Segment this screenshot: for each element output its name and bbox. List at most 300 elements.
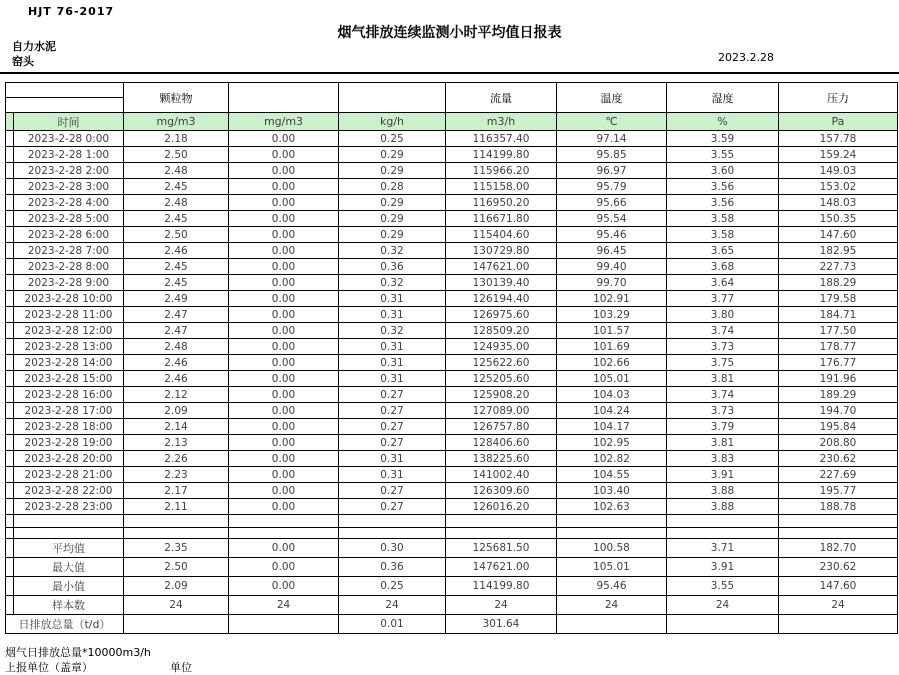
- value-cell: 130139.40: [446, 275, 557, 291]
- value-cell: 153.02: [779, 179, 898, 195]
- value-cell: 104.24: [557, 403, 667, 419]
- column-group-header: 流量: [446, 83, 557, 113]
- value-cell: 230.62: [779, 451, 898, 467]
- value-cell: 115158.00: [446, 179, 557, 195]
- corner-cell-top: [6, 83, 124, 98]
- value-cell: 0.00: [229, 355, 339, 371]
- time-cell: 2023-2-28 10:00: [14, 291, 124, 307]
- blank-cell: [557, 528, 667, 539]
- column-group-header: 温度: [557, 83, 667, 113]
- value-cell: 114199.80: [446, 147, 557, 163]
- value-cell: 0.31: [339, 307, 446, 323]
- value-cell: 0.31: [339, 451, 446, 467]
- value-cell: 178.77: [779, 339, 898, 355]
- value-cell: 2.26: [124, 451, 229, 467]
- value-cell: 3.91: [667, 467, 779, 483]
- blank-cell: [446, 515, 557, 528]
- unit-header: mg/m3: [124, 113, 229, 131]
- value-cell: 95.46: [557, 227, 667, 243]
- value-cell: 0.00: [229, 339, 339, 355]
- summary-row: [6, 558, 898, 577]
- blank-cell: [124, 515, 229, 528]
- value-cell: 0.00: [229, 163, 339, 179]
- table-row: [6, 403, 898, 419]
- value-cell: 2.48: [124, 163, 229, 179]
- value-cell: 126194.40: [446, 291, 557, 307]
- value-cell: 159.24: [779, 147, 898, 163]
- value-cell: 0.00: [229, 211, 339, 227]
- value-cell: 0.31: [339, 291, 446, 307]
- summary-value-cell: 0.00: [229, 558, 339, 577]
- page-title: 烟气排放连续监测小时平均值日报表: [337, 25, 562, 41]
- left-gutter-cell: [6, 339, 14, 355]
- left-gutter-cell: [6, 163, 14, 179]
- value-cell: 0.00: [229, 179, 339, 195]
- value-cell: 102.66: [557, 355, 667, 371]
- summary-value-cell: 24: [779, 596, 898, 615]
- left-gutter-cell: [6, 371, 14, 387]
- summary-value-cell: 24: [557, 596, 667, 615]
- left-gutter-cell: [6, 355, 14, 371]
- left-gutter-cell: [6, 387, 14, 403]
- time-cell: 2023-2-28 16:00: [14, 387, 124, 403]
- summary-value-cell: 24: [446, 596, 557, 615]
- value-cell: 0.36: [339, 259, 446, 275]
- value-cell: 0.32: [339, 243, 446, 259]
- summary-value-cell: 301.64: [446, 615, 557, 634]
- summary-row: [6, 596, 898, 615]
- value-cell: 0.00: [229, 291, 339, 307]
- value-cell: 96.97: [557, 163, 667, 179]
- left-gutter-cell: [6, 403, 14, 419]
- value-cell: 177.50: [779, 323, 898, 339]
- left-gutter-cell: [6, 451, 14, 467]
- value-cell: 227.73: [779, 259, 898, 275]
- value-cell: 2.46: [124, 371, 229, 387]
- value-cell: 182.95: [779, 243, 898, 259]
- reporting-unit-label: 上报单位（盖章）: [5, 661, 93, 674]
- blank-cell: [14, 515, 124, 528]
- value-cell: 0.27: [339, 483, 446, 499]
- value-cell: 3.55: [667, 147, 779, 163]
- summary-value-cell: 95.46: [557, 577, 667, 596]
- blank-row: [6, 528, 898, 539]
- blank-cell: [779, 515, 898, 528]
- time-cell: 2023-2-28 5:00: [14, 211, 124, 227]
- value-cell: 150.35: [779, 211, 898, 227]
- value-cell: 0.29: [339, 227, 446, 243]
- value-cell: 130729.80: [446, 243, 557, 259]
- value-cell: 3.64: [667, 275, 779, 291]
- time-cell: 2023-2-28 21:00: [14, 467, 124, 483]
- table-row: [6, 211, 898, 227]
- value-cell: 3.79: [667, 419, 779, 435]
- column-group-header: [229, 83, 339, 113]
- value-cell: 0.00: [229, 387, 339, 403]
- blank-cell: [667, 528, 779, 539]
- summary-value-cell: 24: [667, 596, 779, 615]
- value-cell: 99.70: [557, 275, 667, 291]
- standard-code: HJT 76-2017: [28, 5, 115, 18]
- summary-label: 日排放总量（t/d）: [6, 615, 124, 634]
- company-name: 自力水泥: [12, 40, 56, 53]
- blank-cell: [339, 528, 446, 539]
- left-gutter-cell: [6, 113, 14, 131]
- summary-value-cell: 0.00: [229, 539, 339, 558]
- value-cell: 0.00: [229, 259, 339, 275]
- value-cell: 102.91: [557, 291, 667, 307]
- table-row: [6, 259, 898, 275]
- left-gutter-cell: [6, 291, 14, 307]
- summary-value-cell: 125681.50: [446, 539, 557, 558]
- value-cell: 0.00: [229, 227, 339, 243]
- left-gutter-cell: [6, 596, 14, 615]
- value-cell: 0.00: [229, 403, 339, 419]
- blank-cell: [557, 515, 667, 528]
- left-gutter-cell: [6, 499, 14, 515]
- table-row: [6, 387, 898, 403]
- value-cell: 124935.00: [446, 339, 557, 355]
- value-cell: 0.32: [339, 275, 446, 291]
- value-cell: 2.46: [124, 243, 229, 259]
- value-cell: 2.09: [124, 403, 229, 419]
- summary-label: 样本数: [14, 596, 124, 615]
- value-cell: 127089.00: [446, 403, 557, 419]
- left-gutter-cell: [6, 558, 14, 577]
- monitoring-point-name: 窑头: [12, 55, 34, 68]
- value-cell: 0.00: [229, 195, 339, 211]
- left-gutter-cell: [6, 323, 14, 339]
- value-cell: 126757.80: [446, 419, 557, 435]
- value-cell: 2.46: [124, 355, 229, 371]
- table-row: [6, 467, 898, 483]
- time-cell: 2023-2-28 7:00: [14, 243, 124, 259]
- table-row: [6, 355, 898, 371]
- left-gutter-cell: [6, 259, 14, 275]
- value-cell: 102.82: [557, 451, 667, 467]
- value-cell: 191.96: [779, 371, 898, 387]
- value-cell: 0.00: [229, 419, 339, 435]
- value-cell: 125908.20: [446, 387, 557, 403]
- value-cell: 3.56: [667, 179, 779, 195]
- summary-value-cell: 24: [229, 596, 339, 615]
- value-cell: 188.29: [779, 275, 898, 291]
- summary-value-cell: 0.30: [339, 539, 446, 558]
- summary-value-cell: 0.36: [339, 558, 446, 577]
- value-cell: 97.14: [557, 131, 667, 147]
- value-cell: 0.00: [229, 275, 339, 291]
- summary-row: [6, 577, 898, 596]
- table-row: [6, 179, 898, 195]
- monitoring-data-table: [5, 82, 898, 634]
- value-cell: 176.77: [779, 355, 898, 371]
- value-cell: 3.74: [667, 387, 779, 403]
- value-cell: 0.00: [229, 147, 339, 163]
- left-gutter-cell: [6, 419, 14, 435]
- summary-value-cell: 2.09: [124, 577, 229, 596]
- left-gutter-cell: [6, 211, 14, 227]
- time-cell: 2023-2-28 22:00: [14, 483, 124, 499]
- value-cell: 194.70: [779, 403, 898, 419]
- blank-cell: [229, 515, 339, 528]
- value-cell: 0.31: [339, 371, 446, 387]
- value-cell: 148.03: [779, 195, 898, 211]
- time-cell: 2023-2-28 3:00: [14, 179, 124, 195]
- unit-header-row: [6, 113, 898, 131]
- value-cell: 0.28: [339, 179, 446, 195]
- value-cell: 3.58: [667, 227, 779, 243]
- value-cell: 2.50: [124, 147, 229, 163]
- unit-header: Pa: [779, 113, 898, 131]
- value-cell: 104.55: [557, 467, 667, 483]
- value-cell: 2.47: [124, 307, 229, 323]
- value-cell: 102.95: [557, 435, 667, 451]
- value-cell: 0.00: [229, 323, 339, 339]
- value-cell: 104.17: [557, 419, 667, 435]
- value-cell: 149.03: [779, 163, 898, 179]
- left-gutter-cell: [6, 131, 14, 147]
- table-row: [6, 451, 898, 467]
- value-cell: 101.69: [557, 339, 667, 355]
- value-cell: 126016.20: [446, 499, 557, 515]
- summary-value-cell: 114199.80: [446, 577, 557, 596]
- value-cell: 3.88: [667, 499, 779, 515]
- blank-cell: [14, 528, 124, 539]
- value-cell: 2.45: [124, 211, 229, 227]
- left-gutter-cell: [6, 243, 14, 259]
- summary-row: [6, 615, 898, 634]
- summary-value-cell: 0.01: [339, 615, 446, 634]
- unit-label: 单位: [170, 661, 192, 674]
- time-cell: 2023-2-28 20:00: [14, 451, 124, 467]
- group-header-row: [6, 83, 898, 98]
- value-cell: 125622.60: [446, 355, 557, 371]
- left-gutter-cell: [6, 179, 14, 195]
- value-cell: 3.73: [667, 339, 779, 355]
- blank-cell: [229, 528, 339, 539]
- value-cell: 104.03: [557, 387, 667, 403]
- summary-label: 平均值: [14, 539, 124, 558]
- left-gutter-cell: [6, 307, 14, 323]
- value-cell: 0.27: [339, 499, 446, 515]
- blank-cell: [6, 515, 14, 528]
- value-cell: 2.49: [124, 291, 229, 307]
- blank-cell: [446, 528, 557, 539]
- value-cell: 2.45: [124, 259, 229, 275]
- time-cell: 2023-2-28 0:00: [14, 131, 124, 147]
- summary-value-cell: [779, 615, 898, 634]
- column-group-header: 颗粒物: [124, 83, 229, 113]
- value-cell: 0.00: [229, 499, 339, 515]
- value-cell: 0.31: [339, 339, 446, 355]
- time-cell: 2023-2-28 12:00: [14, 323, 124, 339]
- value-cell: 2.45: [124, 179, 229, 195]
- left-gutter-cell: [6, 539, 14, 558]
- blank-cell: [339, 515, 446, 528]
- value-cell: 0.25: [339, 131, 446, 147]
- summary-value-cell: 147621.00: [446, 558, 557, 577]
- value-cell: 128406.60: [446, 435, 557, 451]
- time-cell: 2023-2-28 15:00: [14, 371, 124, 387]
- value-cell: 0.29: [339, 195, 446, 211]
- value-cell: 2.11: [124, 499, 229, 515]
- value-cell: 95.54: [557, 211, 667, 227]
- value-cell: 0.00: [229, 131, 339, 147]
- table-row: [6, 483, 898, 499]
- value-cell: 3.81: [667, 435, 779, 451]
- table-row: [6, 435, 898, 451]
- table-row: [6, 275, 898, 291]
- value-cell: 2.48: [124, 339, 229, 355]
- time-cell: 2023-2-28 4:00: [14, 195, 124, 211]
- value-cell: 0.00: [229, 243, 339, 259]
- value-cell: 138225.60: [446, 451, 557, 467]
- left-gutter-cell: [6, 275, 14, 291]
- table-row: [6, 195, 898, 211]
- column-group-header: 湿度: [667, 83, 779, 113]
- value-cell: 188.78: [779, 499, 898, 515]
- unit-header: ℃: [557, 113, 667, 131]
- summary-value-cell: 24: [124, 596, 229, 615]
- value-cell: 2.13: [124, 435, 229, 451]
- summary-value-cell: 3.91: [667, 558, 779, 577]
- value-cell: 0.27: [339, 435, 446, 451]
- summary-value-cell: 0.00: [229, 577, 339, 596]
- left-gutter-cell: [6, 147, 14, 163]
- value-cell: 116950.20: [446, 195, 557, 211]
- left-gutter-cell: [6, 467, 14, 483]
- value-cell: 195.84: [779, 419, 898, 435]
- summary-value-cell: 147.60: [779, 577, 898, 596]
- value-cell: 3.80: [667, 307, 779, 323]
- value-cell: 0.00: [229, 451, 339, 467]
- value-cell: 116671.80: [446, 211, 557, 227]
- value-cell: 2.47: [124, 323, 229, 339]
- value-cell: 95.79: [557, 179, 667, 195]
- value-cell: 125205.60: [446, 371, 557, 387]
- table-row: [6, 499, 898, 515]
- left-gutter-cell: [6, 435, 14, 451]
- time-cell: 2023-2-28 6:00: [14, 227, 124, 243]
- summary-value-cell: [557, 615, 667, 634]
- summary-value-cell: 3.55: [667, 577, 779, 596]
- left-gutter-cell: [6, 577, 14, 596]
- value-cell: 0.27: [339, 387, 446, 403]
- blank-row: [6, 515, 898, 528]
- value-cell: 96.45: [557, 243, 667, 259]
- summary-value-cell: 2.35: [124, 539, 229, 558]
- table-row: [6, 291, 898, 307]
- time-cell: 2023-2-28 14:00: [14, 355, 124, 371]
- value-cell: 3.56: [667, 195, 779, 211]
- value-cell: 126975.60: [446, 307, 557, 323]
- value-cell: 0.29: [339, 211, 446, 227]
- value-cell: 195.77: [779, 483, 898, 499]
- value-cell: 0.00: [229, 483, 339, 499]
- value-cell: 0.00: [229, 307, 339, 323]
- blank-cell: [779, 528, 898, 539]
- column-group-header: 压力: [779, 83, 898, 113]
- summary-value-cell: 230.62: [779, 558, 898, 577]
- value-cell: 3.88: [667, 483, 779, 499]
- time-cell: 2023-2-28 17:00: [14, 403, 124, 419]
- value-cell: 116357.40: [446, 131, 557, 147]
- value-cell: 0.27: [339, 403, 446, 419]
- value-cell: 189.29: [779, 387, 898, 403]
- left-gutter-cell: [6, 227, 14, 243]
- value-cell: 115966.20: [446, 163, 557, 179]
- value-cell: 0.00: [229, 435, 339, 451]
- unit-header: mg/m3: [229, 113, 339, 131]
- header-divider: [0, 72, 899, 74]
- column-group-header: [339, 83, 446, 113]
- summary-value-cell: [229, 615, 339, 634]
- corner-cell-bottom: [6, 98, 124, 113]
- summary-row: [6, 539, 898, 558]
- value-cell: 2.45: [124, 275, 229, 291]
- value-cell: 115404.60: [446, 227, 557, 243]
- value-cell: 99.40: [557, 259, 667, 275]
- value-cell: 0.29: [339, 147, 446, 163]
- value-cell: 141002.40: [446, 467, 557, 483]
- time-cell: 2023-2-28 8:00: [14, 259, 124, 275]
- value-cell: 126309.60: [446, 483, 557, 499]
- left-gutter-cell: [6, 483, 14, 499]
- value-cell: 2.17: [124, 483, 229, 499]
- value-cell: 3.59: [667, 131, 779, 147]
- value-cell: 2.50: [124, 227, 229, 243]
- value-cell: 3.77: [667, 291, 779, 307]
- value-cell: 3.73: [667, 403, 779, 419]
- value-cell: 3.81: [667, 371, 779, 387]
- value-cell: 2.14: [124, 419, 229, 435]
- value-cell: 0.32: [339, 323, 446, 339]
- summary-value-cell: [667, 615, 779, 634]
- table-row: [6, 419, 898, 435]
- table-row: [6, 147, 898, 163]
- time-cell: 2023-2-28 1:00: [14, 147, 124, 163]
- time-cell: 2023-2-28 19:00: [14, 435, 124, 451]
- table-row: [6, 131, 898, 147]
- value-cell: 95.85: [557, 147, 667, 163]
- value-cell: 0.00: [229, 467, 339, 483]
- time-cell: 2023-2-28 23:00: [14, 499, 124, 515]
- summary-label: 最小值: [14, 577, 124, 596]
- value-cell: 95.66: [557, 195, 667, 211]
- value-cell: 3.74: [667, 323, 779, 339]
- left-gutter-cell: [6, 195, 14, 211]
- value-cell: 103.40: [557, 483, 667, 499]
- report-date: 2023.2.28: [718, 51, 774, 64]
- value-cell: 2.48: [124, 195, 229, 211]
- value-cell: 227.69: [779, 467, 898, 483]
- value-cell: 0.31: [339, 355, 446, 371]
- value-cell: 2.18: [124, 131, 229, 147]
- value-cell: 103.29: [557, 307, 667, 323]
- value-cell: 3.68: [667, 259, 779, 275]
- value-cell: 0.29: [339, 163, 446, 179]
- value-cell: 0.31: [339, 467, 446, 483]
- value-cell: 179.58: [779, 291, 898, 307]
- value-cell: 157.78: [779, 131, 898, 147]
- value-cell: 3.65: [667, 243, 779, 259]
- value-cell: 101.57: [557, 323, 667, 339]
- value-cell: 2.12: [124, 387, 229, 403]
- value-cell: 184.71: [779, 307, 898, 323]
- summary-value-cell: 182.70: [779, 539, 898, 558]
- table-row: [6, 227, 898, 243]
- summary-value-cell: 24: [339, 596, 446, 615]
